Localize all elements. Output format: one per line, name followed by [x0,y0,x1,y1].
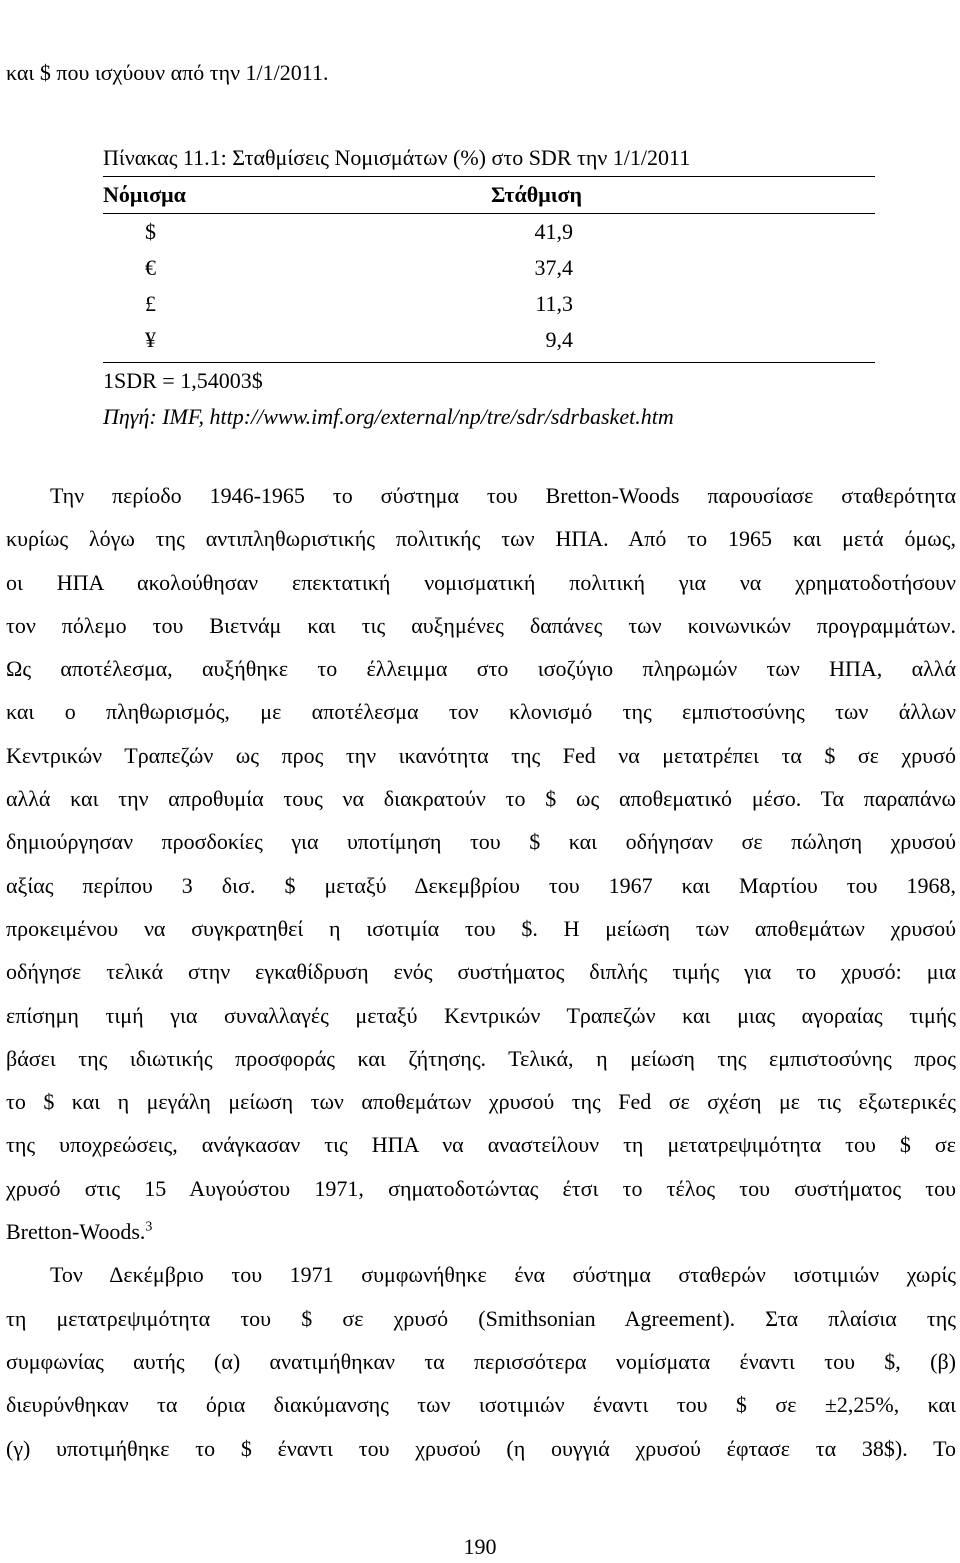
weight-cell: 9,4 [545,327,573,352]
paragraph-line: διευρύνθηκαν τα όρια διακύμανσης των ισοτιμιών έναντι του $ σε ±2,25%, και [6,1392,956,1418]
table-caption: Πίνακας 11.1: Σταθμίσεις Νομισμάτων (%) στο SDR την 1/1/2011 [103,140,875,177]
paragraph-line: συμφωνίας αυτής (α) ανατιμήθηκαν τα περισσότερα νομίσματα έναντι του $, (β) [6,1348,956,1374]
body-text [6,474,956,1470]
sdr-rate-note: 1SDR = 1,54003$ [103,362,875,399]
paragraph-line: τον πόλεμο του Βιετνάμ και τις αυξημένες δαπάνες των κοινωνικών προγραμμάτων. [6,612,956,638]
footnote-ref: 3 [145,1219,153,1235]
table-row [103,286,875,322]
paragraph-line: προκειμένου να συγκρατηθεί η ισοτιμία του $. Η μείωση των αποθεμάτων χρυσού [6,915,956,941]
currency-cell: $ [145,219,156,244]
paragraph-line: οι ΗΠΑ ακολούθησαν επεκτατική νομισματική πολιτική για να χρηματοδοτήσουν [6,569,956,595]
weight-cell: 41,9 [534,219,573,244]
table-header [103,177,875,214]
header-weight: Στάθμιση [491,182,582,207]
paragraph-line: δημιούργησαν προσδοκίες για υποτίμηση του $ και οδήγησαν σε πώληση χρυσού [6,829,956,855]
paragraph-line: χρυσό στις 15 Αυγούστου 1971, σηματοδοτώντας έτσι το τέλος του συστήματος του [6,1175,956,1201]
table-row [103,250,875,286]
paragraph-line-text: Bretton-Woods. [6,1219,146,1245]
paragraph-line: κυρίως λόγω της αντιπληθωριστικής πολιτικής των ΗΠΑ. Από το 1965 και μετά όμως, [6,526,956,552]
paragraph-line: της υποχρεώσεις, ανάγκασαν τις ΗΠΑ να αναστείλουν τη μετατρεψιμότητα του $ σε [6,1132,956,1158]
paragraph-line: το $ και η μεγάλη μείωση των αποθεμάτων χρυσού της Fed σε σχέση με τις εξωτερικές [6,1089,956,1115]
paragraph-line: βάσει της ιδιωτικής προσφοράς και ζήτησης. Τελικά, η μείωση της εμπιστοσύνης προς [6,1045,956,1071]
currency-cell: € [145,255,156,280]
weight-cell: 11,3 [535,291,573,316]
weights-table [103,140,875,435]
table-row [103,214,875,250]
paragraph-line: και ο πληθωρισμός, με αποτέλεσμα τον κλονισμό της εμπιστοσύνης των άλλων [6,699,956,725]
table-row [103,322,875,358]
paragraph-line: αξίας περίπου 3 δισ. $ μεταξύ Δεκεμβρίου του 1967 και Μαρτίου του 1968, [6,872,956,898]
page-number: 190 [463,1534,497,1559]
header-currency: Νόμισμα [103,182,186,207]
currency-cell: £ [145,291,156,316]
currency-cell: ¥ [145,327,156,352]
lead-line: και $ που ισχύουν από την 1/1/2011. [6,60,329,85]
weight-cell: 37,4 [534,255,573,280]
paragraph-line: αλλά και την απροθυμία τους να διακρατούν το $ ως αποθεματικό μέσο. Τα παραπάνω [6,786,956,812]
paragraph-line: Ως αποτέλεσμα, αυξήθηκε το έλλειμμα στο ισοζύγιο πληρωμών των ΗΠΑ, αλλά [6,656,956,682]
paragraph-line: Τον Δεκέμβριο του 1971 συμφωνήθηκε ένα σύστημα σταθερών ισοτιμιών χωρίς [50,1262,956,1288]
paragraph-line: επίσημη τιμή για συναλλαγές μεταξύ Κεντρικών Τραπεζών και μιας αγοραίας τιμής [6,1002,956,1028]
paragraph-line: (γ) υποτιμήθηκε το $ έναντι του χρυσού (η ουγγιά χρυσού έφτασε τα 38$). Το [6,1435,956,1461]
table-source: Πηγή: IMF, http://www.imf.org/external/np/tre/sdr/sdrbasket.htm [103,404,674,429]
paragraph-line: τη μετατρεψιμότητα του $ σε χρυσό (Smithsonian Agreement). Στα πλαίσια της [6,1305,956,1331]
paragraph-line: οδήγησε τελικά στην εγκαθίδρυση ενός συστήματος διπλής τιμής για το χρυσό: μια [6,959,956,985]
paragraph-line: Κεντρικών Τραπεζών ως προς την ικανότητα της Fed να μετατρέπει τα $ σε χρυσό [6,742,956,768]
paragraph-last-line [6,1210,956,1253]
paragraph-line: Την περίοδο 1946-1965 το σύστημα του Bretton-Woods παρουσίασε σταθερότητα [50,483,956,508]
